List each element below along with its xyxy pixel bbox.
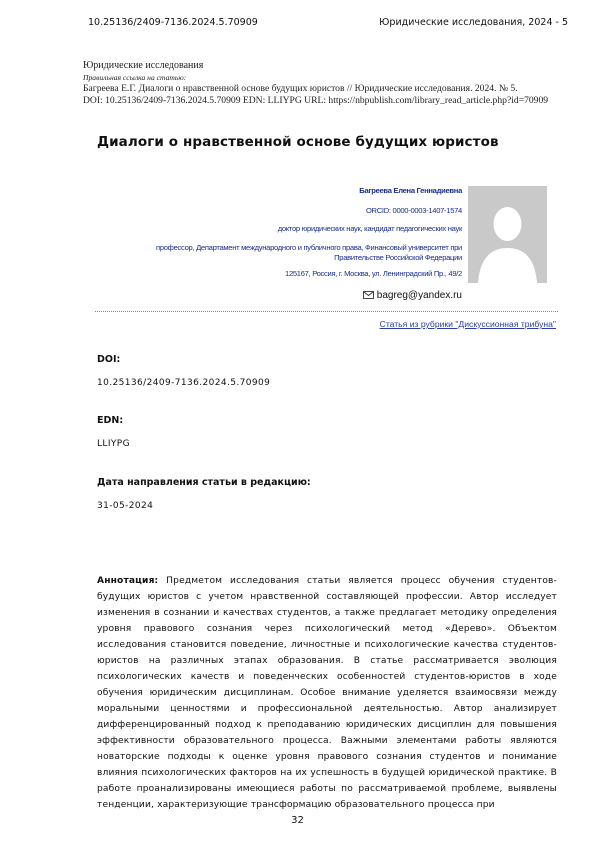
email-text: bagreg@yandex.ru — [376, 290, 462, 301]
date-value: 31-05-2024 — [97, 501, 154, 511]
edn-value: LLIYPG — [97, 439, 130, 449]
author-degree: доктор юридических наук, кандидат педагогических наук — [277, 224, 462, 233]
person-silhouette-icon — [468, 186, 547, 283]
doi-heading: DOI: — [97, 354, 121, 365]
author-position: профессор, Департамент международного и публичного права, Финансовый университет при Правительстве Российской Федерации — [156, 243, 462, 262]
author-address: 125167, Россия, г. Москва, ул. Ленинградский Пр., 49/2 — [285, 269, 462, 278]
citation-label: Правильная ссылка на статью: — [83, 72, 187, 82]
separator-dotted — [95, 311, 558, 312]
author-email[interactable] — [363, 290, 462, 301]
author-photo — [468, 186, 547, 283]
citation-journal: Юридические исследования — [83, 60, 204, 71]
rubric-link[interactable]: Статья из рубрики "Дискуссионная трибуна" — [379, 319, 556, 329]
author-name: Багреева Елена Геннадиевна — [359, 186, 462, 195]
citation-line2[interactable]: DOI: 10.25136/2409-7136.2024.5.70909 EDN: LLIYPG URL: https://nbpublish.com/library_read_article.php?id=70909 — [83, 94, 549, 106]
doi-value: 10.25136/2409-7136.2024.5.70909 — [97, 378, 271, 388]
header-doi: 10.25136/2409-7136.2024.5.70909 — [88, 17, 258, 28]
article-title: Диалоги о нравственной основе будущих юристов — [97, 134, 499, 150]
abstract — [97, 573, 557, 813]
citation-line1: Багреева Е.Г. Диалоги о нравственной основе будущих юристов // Юридические исследования. 2024. № 5. — [83, 83, 518, 94]
abstract-text: Предметом исследования статьи является процесс обучения студентов-будущих юристов с учетом нравственной составляющей профессии. Автор исследует изменения в сознании и качествах студентов, а также предлагает методику определения уровня правового сознания через психологический метод «Дерево». Объектом исследования становится поведение, личностные и психологические качества студентов-юристов на различных этапах образования. В статье рассматривается эволюция психологических качеств и поведенческих особенностей студентов-юристов в ходе обучения юридическим дисциплинам. Особое внимание уделяется взаимосвязи между моральными ценностями и профессиональной деятельностью. Автор анализирует дифференцированный подход к преподаванию юридических дисциплин для повышения эффективности образовательного процесса. Важными элементами работы являются новаторские подходы к оценке уровня правового сознания студентов и понимание влияния психологических факторов на их успешность в будущей юридической практике. В работе проанализированы имеющиеся работы по рассматриваемой проблеме, выявлены тенденции, характеризующие трансформацию образовательного процесса при — [97, 576, 557, 810]
page-number: 32 — [291, 815, 304, 826]
abstract-label: Аннотация: — [97, 576, 159, 586]
envelope-icon — [363, 291, 374, 299]
edn-heading: EDN: — [97, 415, 124, 426]
author-orcid[interactable]: ORCID: 0000-0003-1407-1574 — [365, 206, 462, 215]
citation-block — [83, 60, 563, 106]
date-heading: Дата направления статьи в редакцию: — [97, 477, 311, 488]
header-journal-issue: Юридические исследования, 2024 - 5 — [379, 17, 568, 28]
